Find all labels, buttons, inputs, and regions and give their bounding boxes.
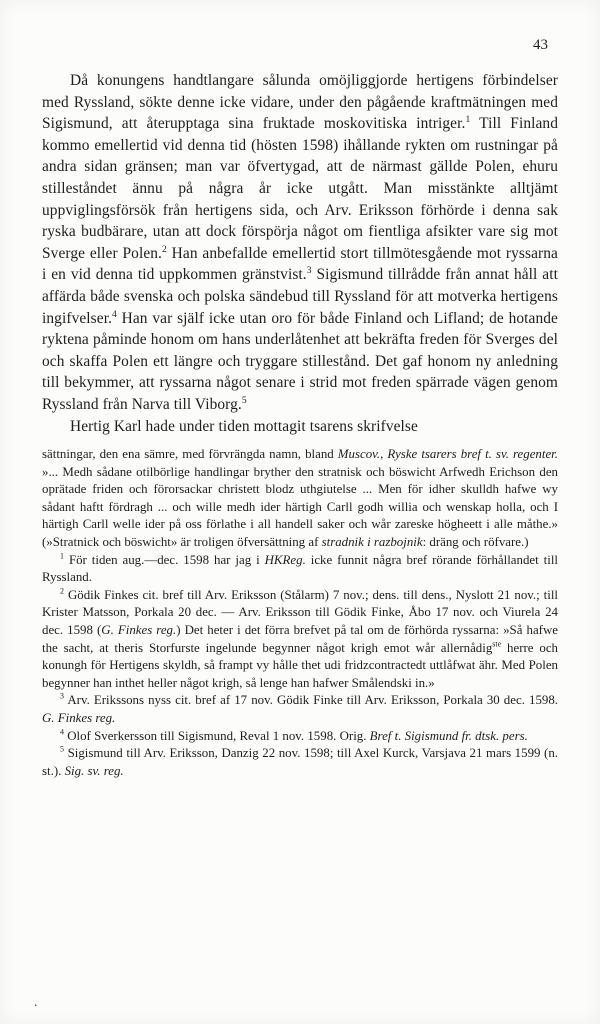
text-run: ) Det heter i det förra brefvet på tal om de förhörda ryssarna: »Så hafwe the sacht, at theris Storfurste ingelunde begynner något krigh emot wår allernådig: [42, 623, 558, 655]
main-text: [42, 70, 558, 437]
text-run: Sigismund tillrådde från annat håll att affärda både svenska och polska sändebud till Ryssland för att motverka hertigens ingifvelser.: [42, 266, 558, 327]
footnote-marker: 3: [60, 692, 64, 702]
footnote-marker: 1: [465, 114, 471, 126]
text-run: Olof Sverkersson till Sigismund, Reval 1 nov. 1598. Orig.: [64, 728, 370, 743]
text-run: Gödik Finkes cit. bref till Arv. Eriksson (Stålarm) 7 nov.; dens. till dens., Nyslott 21 nov.; till Krister Matsson, Porkala 20 dec. — Arv. Eriksson till Gödik Finke, Åbo 17 nov. och Viurela 24 dec. 1598 (: [42, 587, 558, 638]
footnote-marker: 5: [241, 394, 247, 406]
text-run: Sigismund till Arv. Eriksson, Danzig 22 nov. 1598; till Axel Kurck, Varsjava 21 mars 1599 (n. st.).: [42, 746, 558, 778]
text-run: : dräng och röfvare.): [422, 535, 529, 550]
page-number: 43: [533, 37, 548, 53]
text-run: »... Medh sådane otilbörlige handlingar bryther den stratnisk och böswicht Arfwedh Erichson den oprätade friden och förorsackar christett blodz uthgiutelse ... Men för idher skulldh hafwe wy sådant haftt fördragh ... och wille medh ider härtigh Carll godh willia och wenskap holla, och I härtigh Carll welle ider på oss förlathe i all handell saker och wår zareske högheett i alle måthe.» (»Stratnick och böswicht» är troligen öfversättning af: [42, 464, 558, 550]
footnote-1: [42, 552, 558, 587]
text-run: Bref t. Sigismund fr. dtsk. pers.: [369, 728, 528, 743]
footnote-marker: ste: [492, 639, 502, 649]
text-run: HKReg.: [264, 552, 306, 567]
text-run: Då konungens handtlangare sålunda omöjliggjorde hertigens förbindelser med Ryssland, sökte denne icke vidare, under den pågående kraftmätningen med Sigismund, att återupptaga sina fruktade moskovitiska intriger.: [42, 72, 558, 133]
text-run: icke funnit några bref rörande förhållandet till Ryssland.: [42, 552, 558, 585]
text-run: G. Finkes reg.: [101, 623, 177, 638]
text-run: Arv. Erikssons nyss cit. bref af 17 nov. Gödik Finke till Arv. Eriksson, Porkala 30 dec. 1598.: [64, 693, 558, 708]
footnote-marker: 4: [112, 308, 117, 320]
footnote-continuation: [42, 446, 558, 552]
text-run: stradnik i razbojnik: [321, 535, 423, 550]
body-paragraph: [42, 70, 558, 416]
footnote-marker: 5: [60, 744, 64, 754]
text-run: Han anbefallde emellertid stort tillmötesgående mot ryssarna i en vid denna tid uppkommen gränstvist.: [42, 244, 558, 284]
print-artifact-dot: .: [34, 994, 38, 1009]
text-run: G. Finkes reg.: [42, 711, 116, 725]
footnote-5: [42, 745, 558, 780]
body-paragraph: [42, 416, 558, 438]
text-run: Till Finland kommo emellertid vid denna tid (hösten 1598) ihållande rykten om rustningar på andra sidan gränsen; man var öfvertygad, att de närmast gällde Polen, ehuru stilleståndet ännu på några år icke utgått. Man misstänkte alltjämt uppviglingsförsök från hertigens sida, och Arv. Eriksson förhörde i denna sak ryska budbärare, utan att dock förspörja något om fientliga afsikter vare sig mot Sverge eller Polen.: [42, 115, 559, 262]
footnote-marker: 2: [162, 243, 167, 255]
text-run: Han var själf icke utan oro för både Finland och Lifland; de hotande ryktena påminde honom om hans underlåtenhet att bekräfta freden för Sverges del och skaffa Polen ett längre och tryggare stillestånd. Det gaf honom ny anledning till bekymmer, att ryssarna något senare i strid mot freden spärrade vägen genom Ryssland från Narva till Viborg.: [42, 309, 558, 413]
footnote-marker: 4: [60, 727, 64, 737]
footnotes-section: [42, 446, 558, 780]
footnote-2: [42, 587, 558, 693]
text-run: sättningar, den ena sämre, med förvrängda namn, bland: [42, 447, 338, 462]
text-run: Hertig Karl hade under tiden mottagit tsarens skrifvelse: [70, 417, 418, 435]
footnote-marker: 3: [306, 265, 312, 277]
footnote-marker: 1: [60, 551, 64, 561]
text-run: För tiden aug.—dec. 1598 har jag i: [64, 552, 265, 567]
text-run: herre och konungh för Hertigens skyldh, så frampt vy hålle thet udi fridzcontractedt uttlåfwat ähr. Med Polen begynner han inthet heller något krigh, så lenge han hafwer Smålendski in.»: [42, 640, 558, 690]
footnote-3: [42, 692, 558, 727]
text-run: Sig. sv. reg.: [64, 763, 124, 778]
footnote-marker: 2: [60, 586, 64, 596]
text-run: Muscov., Ryske tsarers bref t. sv. regenter.: [337, 447, 558, 462]
footnote-4: [42, 728, 558, 746]
